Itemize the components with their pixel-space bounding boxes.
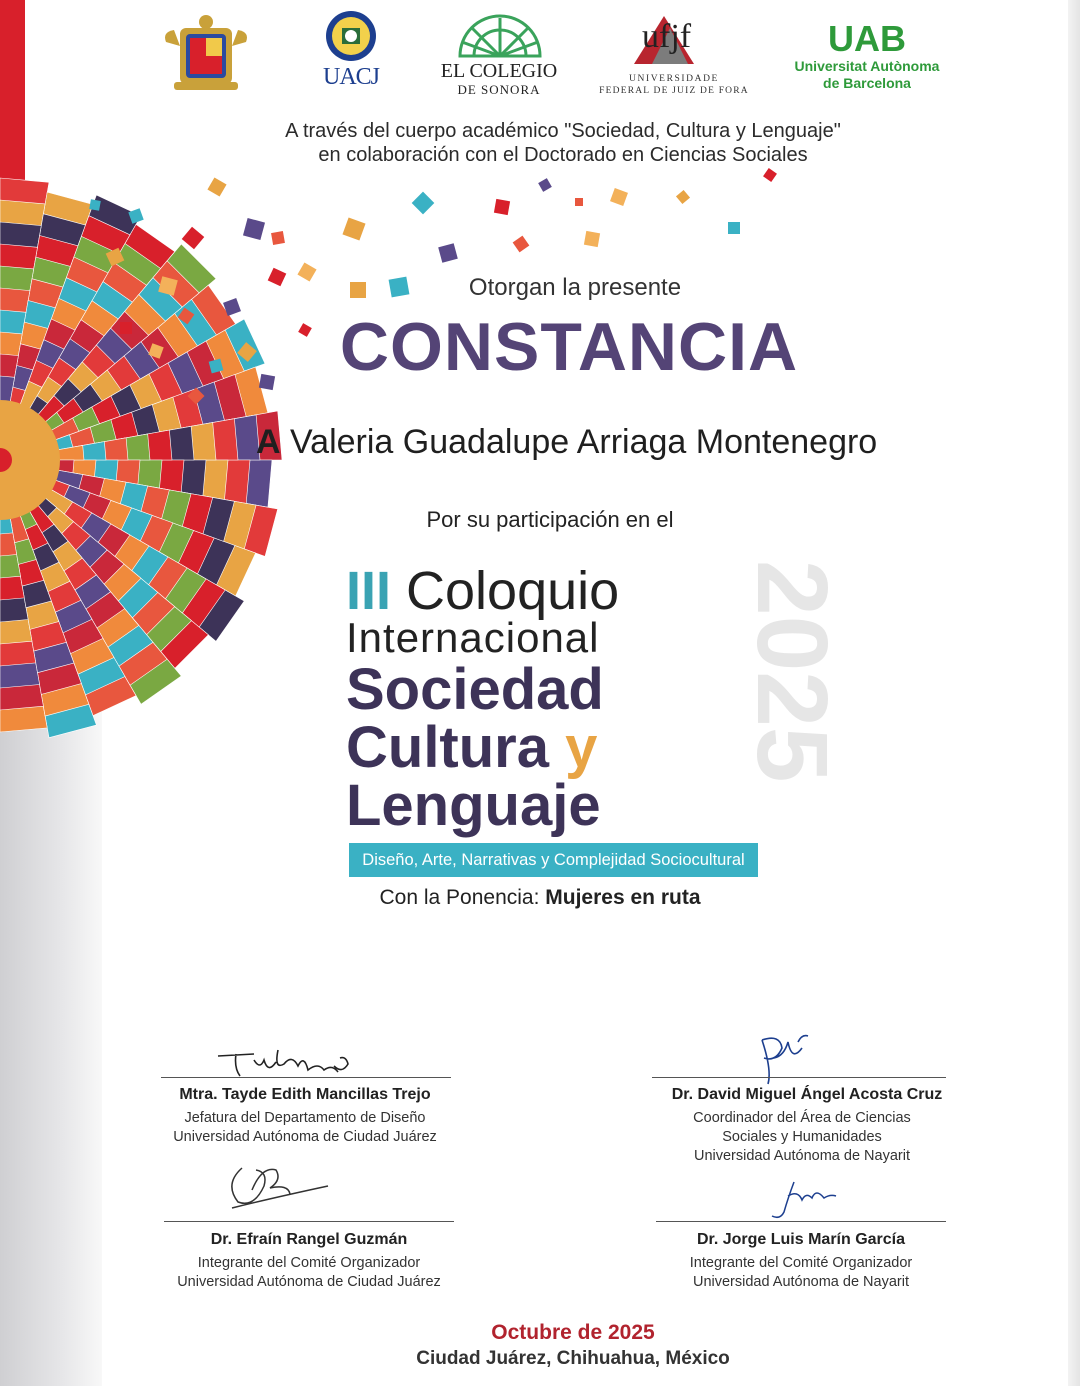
signer-4-name: Dr. Jorge Luis Marín García — [696, 1231, 906, 1248]
uab-logo-line2: de Barcelona — [823, 75, 911, 91]
event-edition-number: III — [346, 561, 392, 621]
event-year-text: 2025 — [736, 560, 848, 783]
signer-3-role-line1: Integrante del Comité Organizador — [197, 1255, 421, 1271]
event-title-line4 — [346, 714, 597, 781]
certificate-title: CONSTANCIA — [339, 309, 799, 385]
event-title-line2: Internacional — [346, 614, 600, 661]
right-edge-shadow — [1068, 0, 1080, 1386]
uab-logo-line1: Universitat Autònoma — [794, 58, 940, 74]
signer-2-role-line1: Coordinador del Área de Ciencias — [693, 1110, 911, 1126]
university-seal-logo — [160, 12, 252, 94]
signer-4-role-line1: Integrante del Comité Organizador — [689, 1255, 913, 1271]
signer-3-role — [154, 1254, 464, 1292]
ponencia-title: Mujeres en ruta — [545, 886, 701, 909]
ponencia-line — [340, 886, 740, 910]
signer-2-role-line3: Universidad Autónoma de Nayarit — [693, 1148, 910, 1164]
signer-3-name: Dr. Efraín Rangel Guzmán — [210, 1231, 408, 1248]
ufjf-logo-text: ufjf — [642, 18, 692, 55]
signature-line-2 — [652, 1077, 946, 1078]
event-title-line1 — [346, 560, 619, 622]
awardee-prefix: A — [256, 423, 281, 461]
certificate-place: Ciudad Juárez, Chihuahua, México — [416, 1348, 730, 1369]
intro-line-2: en colaboración con el Doctorado en Ciencias Sociales — [318, 144, 808, 166]
event-word-coloquio: Coloquio — [406, 561, 620, 621]
ufjf-logo-line2: FEDERAL DE JUIZ DE FORA — [599, 86, 749, 96]
certificate-date: Octubre de 2025 — [491, 1321, 655, 1344]
ponencia-label: Con la Ponencia: — [379, 886, 540, 909]
event-word-cultura: Cultura — [346, 715, 549, 780]
signer-1-role-line2: Universidad Autónoma de Ciudad Juárez — [173, 1129, 437, 1145]
signature-line-3 — [164, 1221, 454, 1222]
signature-line-1 — [161, 1077, 451, 1078]
signer-4-role — [646, 1254, 956, 1292]
otorgan-text: Otorgan la presente — [468, 274, 682, 301]
colegio-logo-name: EL COLEGIO — [440, 60, 558, 82]
signature-scribble-2 — [754, 1028, 824, 1088]
awardee-name: Valeria Guadalupe Arriaga Montenegro — [290, 423, 878, 461]
signature-line-4 — [656, 1221, 946, 1222]
colegio-logo-subtitle: DE SONORA — [457, 82, 541, 97]
signer-1-role — [150, 1109, 460, 1147]
signer-1-name: Mtra. Tayde Edith Mancillas Trejo — [179, 1086, 431, 1103]
awardee-line — [256, 423, 976, 462]
signer-4-role-line2: Universidad Autónoma de Nayarit — [692, 1274, 909, 1290]
event-title-line3: Sociedad — [346, 657, 604, 722]
signer-1-role-line1: Jefatura del Departamento de Diseño — [184, 1110, 426, 1126]
event-subtitle-bar: Diseño, Arte, Narrativas y Complejidad Sociocultural — [349, 843, 758, 877]
participation-text: Por su participación en el — [426, 507, 674, 532]
signature-scribble-4 — [770, 1176, 850, 1222]
intro-line-1: A través del cuerpo académico "Sociedad, Cultura y Lenguaje" — [285, 120, 841, 142]
signer-2-role-line2: Sociales y Humanidades — [722, 1129, 882, 1145]
event-year-vertical — [660, 560, 848, 840]
uacj-logo-text: UACJ — [322, 64, 379, 90]
signer-2-role — [642, 1109, 962, 1166]
intro-text — [200, 119, 926, 167]
uab-logo-text: UAB — [828, 18, 906, 59]
signer-2-name: Dr. David Miguel Ángel Acosta Cruz — [671, 1086, 943, 1103]
left-grey-gradient — [0, 700, 102, 1386]
signature-scribble-3 — [222, 1160, 332, 1216]
event-title-line5: Lenguaje — [346, 773, 601, 838]
signer-3-role-line2: Universidad Autónoma de Ciudad Juárez — [177, 1274, 441, 1290]
event-word-y: y — [565, 715, 598, 780]
ufjf-logo-line1: UNIVERSIDADE — [629, 74, 719, 84]
